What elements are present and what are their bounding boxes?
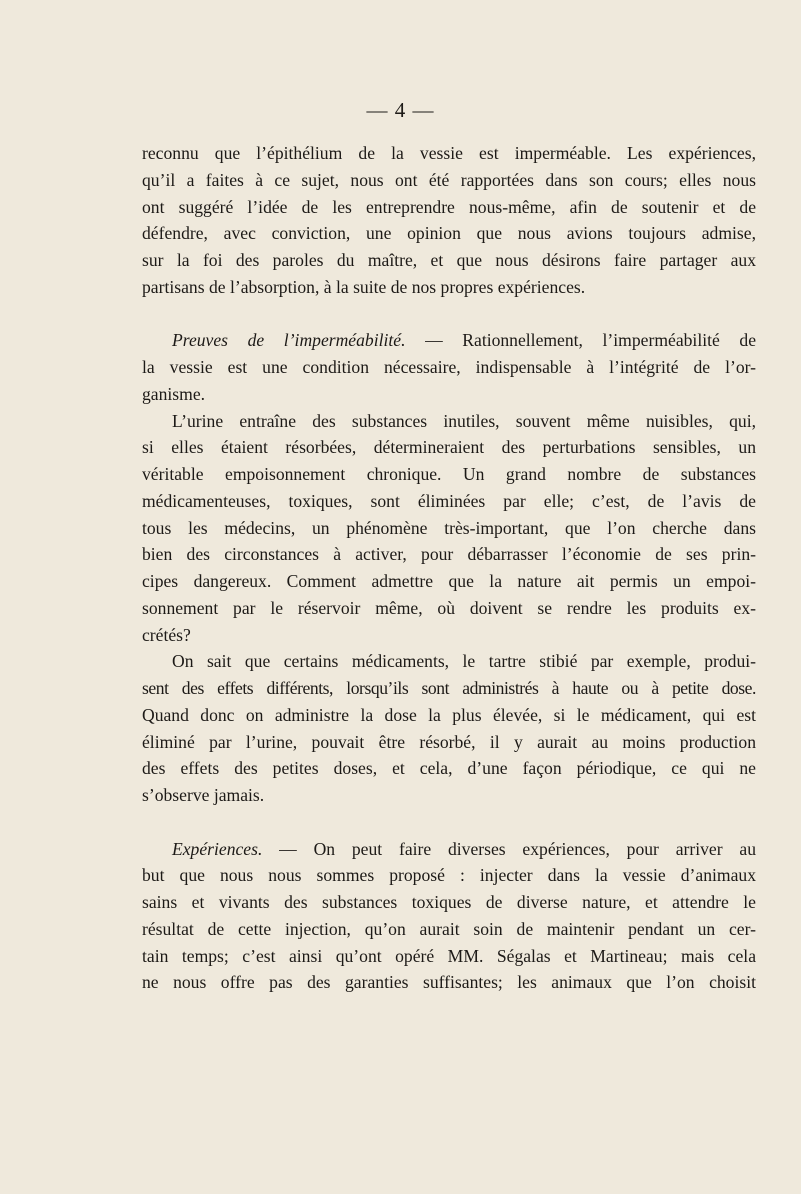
paragraph-urine xyxy=(142,408,756,649)
text-line: crétés? xyxy=(142,624,191,645)
text-line: tous les médecins, un phénomène très-important, que l’on cherche dans xyxy=(142,517,756,538)
text-line: sains et vivants des substances toxiques de diverse nature, et attendre le xyxy=(142,892,756,912)
paragraph-spacer xyxy=(142,809,756,836)
text-line: ont suggéré l’idée de les entreprendre nous-même, afin de soutenir et de xyxy=(142,196,756,217)
section-heading: Expériences. xyxy=(172,838,263,859)
text-line: ganisme. xyxy=(142,383,206,404)
text-line: qu’il a faites à ce sujet, nous ont été rapportées dans son cours; elles nous xyxy=(142,169,756,190)
text-line: ne nous offre pas des garanties suffisantes; les animaux que l’on choisit xyxy=(142,972,756,993)
text-line: bien des circonstances à activer, pour débarrasser l’économie de ses prin- xyxy=(142,544,756,565)
page-number: — 4 — xyxy=(366,98,435,122)
paragraph-experiences xyxy=(142,836,756,997)
section-heading: Preuves de l’imperméabilité. xyxy=(172,330,406,351)
paragraph-spacer xyxy=(142,301,756,328)
text-line: des effets des petites doses, et cela, d’une façon périodique, ce qui ne xyxy=(142,758,756,779)
text-line: la vessie est une condition nécessaire, indispensable à l’intégrité de l’or- xyxy=(142,357,756,377)
text-line: L’urine entraîne des substances inutiles, souvent même nuisibles, qui, xyxy=(172,410,756,431)
heading-continuation: — Rationnellement, l’imperméabilité de xyxy=(405,330,756,351)
text-line: s’observe jamais. xyxy=(142,785,265,805)
text-line: médicamenteuses, toxiques, sont éliminées par elle; c’est, de l’avis de xyxy=(142,490,756,511)
text-line: sent des effets différents, lorsqu’ils sont administrés à haute ou à petite dose. xyxy=(142,678,756,698)
paragraph-intro xyxy=(142,140,756,301)
text-line: défendre, avec conviction, une opinion que nous avions toujours admise, xyxy=(142,223,756,244)
text-line xyxy=(142,327,756,354)
text-line: partisans de l’absorption, à la suite de nos propres expériences. xyxy=(142,276,586,297)
text-line: sur la foi des paroles du maître, et que nous désirons faire partager aux xyxy=(142,250,756,270)
text-line: sonnement par le réservoir même, où doivent se rendre les produits ex- xyxy=(142,597,756,618)
text-line: résultat de cette injection, qu’on aurait soin de maintenir pendant un cer- xyxy=(142,918,756,939)
text-line: Quand donc on administre la dose la plus élevée, si le médicament, qui est xyxy=(142,704,756,725)
text-line xyxy=(142,836,756,863)
text-line: éliminé par l’urine, pouvait être résorbé, il y aurait au moins production xyxy=(142,731,756,752)
paragraph-preuves xyxy=(142,327,756,407)
body-text xyxy=(142,140,756,996)
text-line: si elles étaient résorbées, détermineraient des perturbations sensibles, un xyxy=(142,437,756,458)
text-line: reconnu que l’épithélium de la vessie est imperméable. Les expériences, xyxy=(142,143,756,163)
text-line: tain temps; c’est ainsi qu’ont opéré MM. Ségalas et Martineau; mais cela xyxy=(142,945,756,966)
text-line: cipes dangereux. Comment admettre que la nature ait permis un empoi- xyxy=(142,571,756,591)
heading-continuation: — On peut faire diverses expériences, pour arriver au xyxy=(262,838,756,859)
text-line: véritable empoisonnement chronique. Un grand nombre de substances xyxy=(142,464,756,484)
text-line: On sait que certains médicaments, le tartre stibié par exemple, produi- xyxy=(172,651,756,672)
text-line: but que nous nous sommes proposé : injecter dans la vessie d’animaux xyxy=(142,865,756,886)
paragraph-medicaments xyxy=(142,648,756,809)
